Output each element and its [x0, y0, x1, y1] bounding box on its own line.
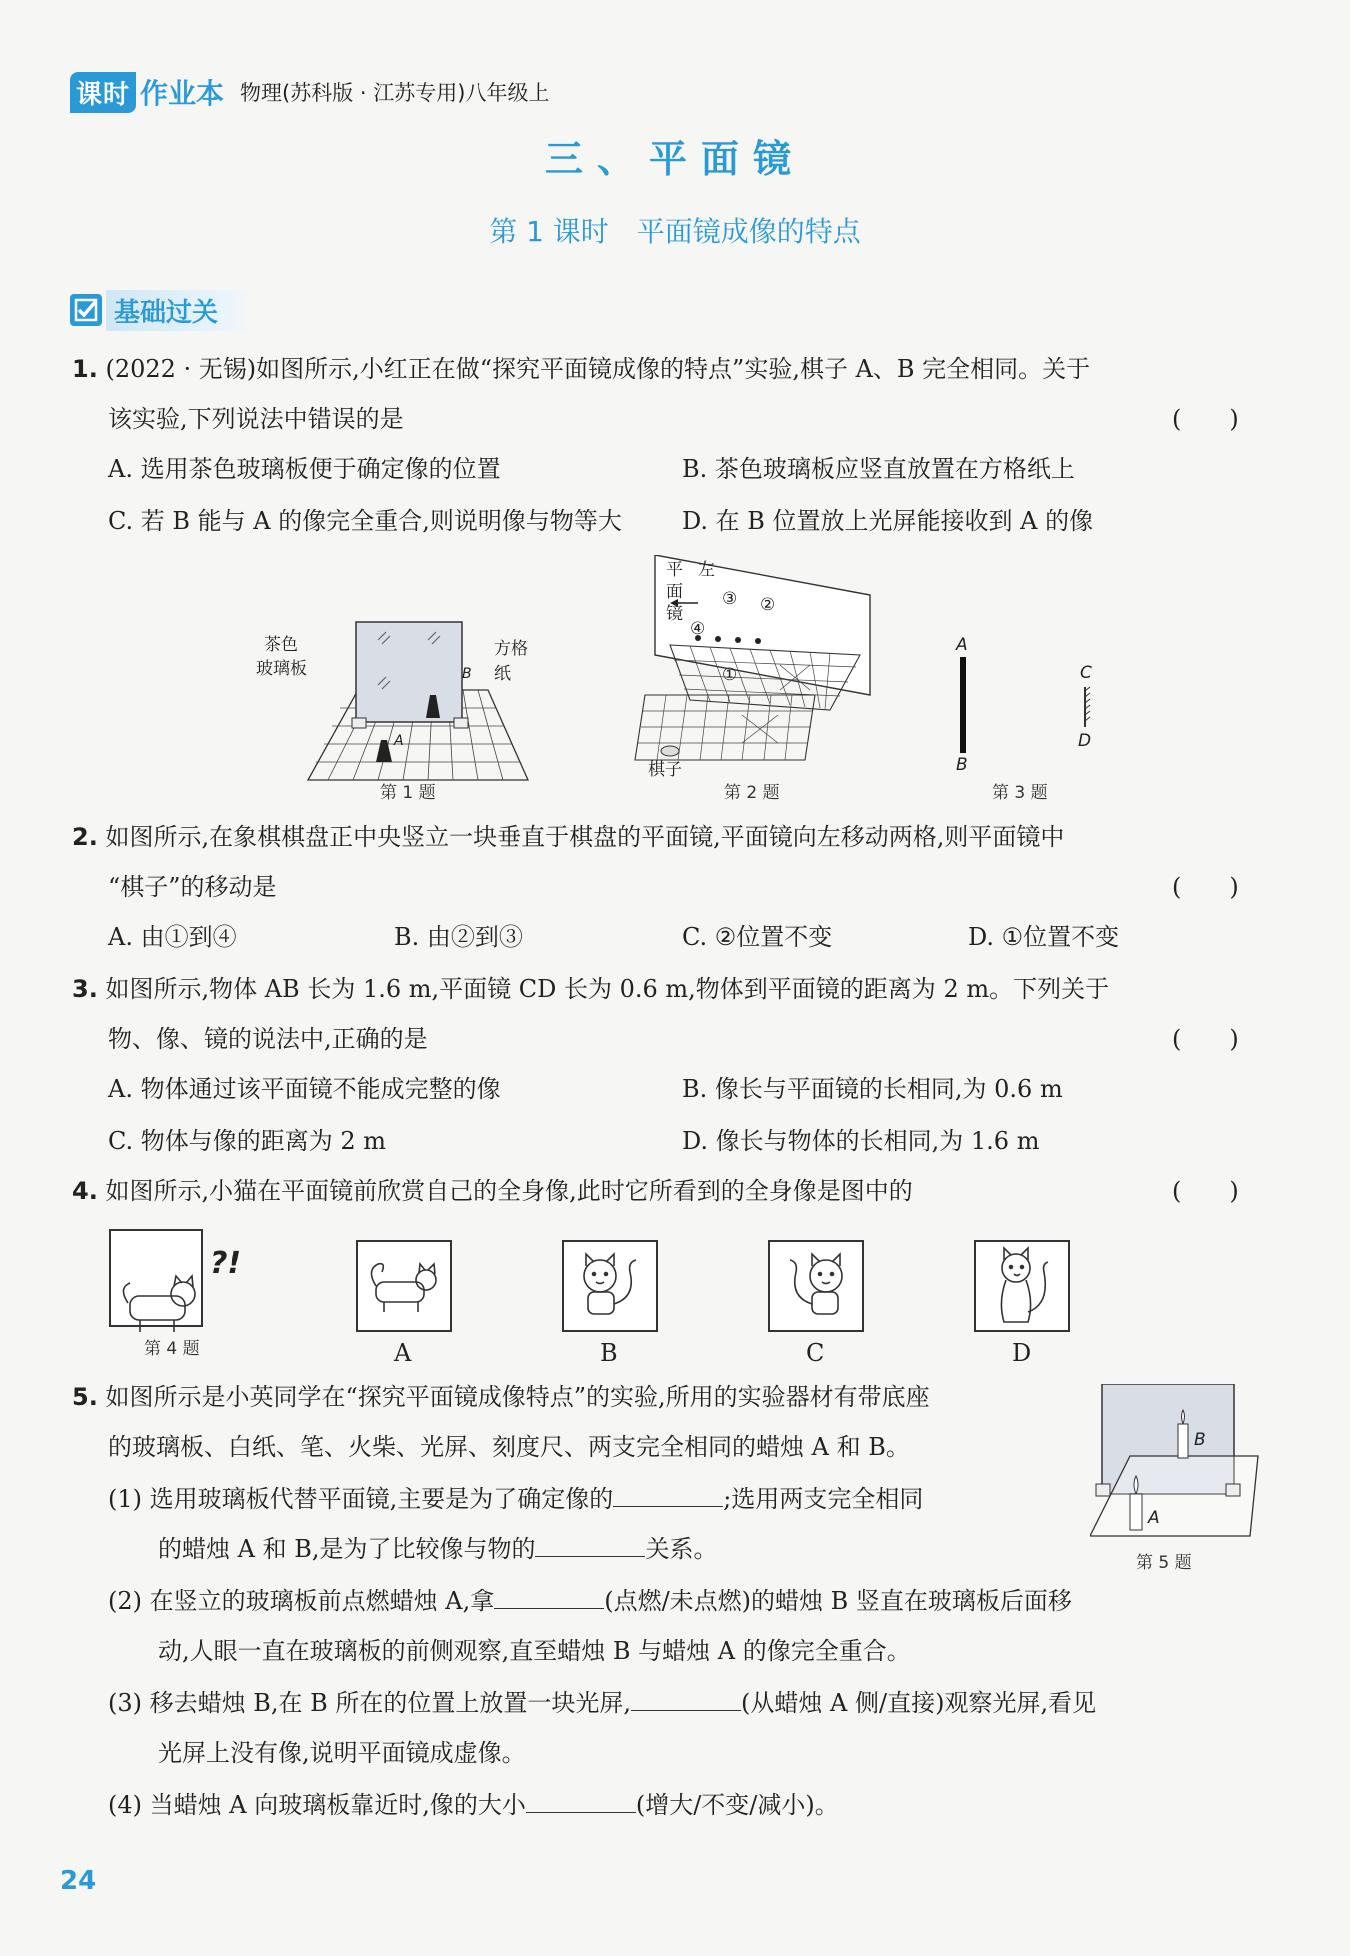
q1-stem-text1: (2022 · 无锡)如图所示,小红正在做“探究平面镜成像的特点”实验,棋子 A、B 完全相同。关于 [105, 355, 1091, 383]
q4-option-a-label: A [394, 1339, 412, 1367]
q5-part4-text-b: (增大/不变/减小)。 [635, 1791, 839, 1819]
book-logo-title: 作业本 [140, 77, 225, 110]
q5-part2-text-a: (2) 在竖立的玻璃板前点燃蜡烛 A,拿 [108, 1587, 495, 1615]
section-label: 基础过关 [106, 290, 252, 331]
q1-number: 1. [72, 355, 98, 383]
q5-stem-text1: 如图所示是小英同学在“探究平面镜成像特点”的实验,所用的实验器材有带底座 [105, 1383, 930, 1411]
fig3-label-d: D [1078, 731, 1092, 751]
q5-part3-text-a: (3) 移去蜡烛 B,在 B 所在的位置上放置一块光屏, [108, 1689, 632, 1717]
book-subject: 物理(苏科版 · 江苏专用)八年级上 [240, 81, 550, 105]
q5-part4-line1 [108, 1788, 839, 1822]
q3-option-c: C. 物体与像的距离为 2 m [108, 1127, 387, 1155]
section-heading [70, 290, 252, 330]
q2-stem-text1: 如图所示,在象棋棋盘正中央竖立一块垂直于棋盘的平面镜,平面镜向左移动两格,则平面镜中 [105, 823, 1065, 851]
q3-answer-paren[interactable]: ( ) [1172, 1025, 1239, 1053]
fig2-caption: 第 2 题 [724, 783, 780, 803]
q5-part1-text-d: 关系。 [645, 1535, 718, 1563]
q1-option-c: C. 若 B 能与 A 的像完全重合,则说明像与物等大 [108, 507, 622, 535]
q5-blank-5[interactable] [526, 1788, 636, 1813]
q3-option-b: B. 像长与平面镜的长相同,为 0.6 m [682, 1075, 1063, 1103]
fig5-caption: 第 5 题 [1136, 1553, 1192, 1573]
figure-3 [950, 635, 1110, 775]
q2-stem-line2: “棋子”的移动是 [108, 873, 277, 901]
q1-answer-paren[interactable]: ( ) [1172, 405, 1239, 433]
q5-part3-text-b: (从蜡烛 A 侧/直接)观察光屏,看见 [741, 1689, 1097, 1717]
fig1-caption: 第 1 题 [380, 783, 436, 803]
fig2-label-left: 左 [698, 560, 715, 580]
fig3-caption: 第 3 题 [992, 783, 1048, 803]
q1-option-d: D. 在 B 位置放上光屏能接收到 A 的像 [682, 507, 1094, 535]
q4-option-c-image[interactable] [768, 1240, 864, 1332]
q3-option-a: A. 物体通过该平面镜不能成完整的像 [108, 1075, 501, 1103]
q5-blank-3[interactable] [494, 1584, 604, 1609]
candle-glass-drawing [1090, 1384, 1260, 1544]
q2-answer-paren[interactable]: ( ) [1172, 873, 1239, 901]
q4-option-b-image[interactable] [562, 1240, 658, 1332]
q5-part1-text-c: 的蜡烛 A 和 B,是为了比较像与物的 [158, 1535, 536, 1563]
q5-part1-text-b: ;选用两支完全相同 [723, 1485, 924, 1513]
fig3-label-c: C [1080, 663, 1092, 683]
cat-front-left-tail-icon [564, 1242, 656, 1330]
book-logo: 课时 [70, 72, 136, 113]
q4-option-d-image[interactable] [974, 1240, 1070, 1332]
cat-front-right-tail-icon [770, 1242, 862, 1330]
fig3-label-a: A [956, 635, 968, 655]
q5-part1-line1 [108, 1482, 923, 1516]
q4-exclaim: ?! [210, 1246, 242, 1281]
page-number: 24 [60, 1866, 97, 1896]
fig1-label-a: A [394, 733, 404, 749]
q5-part3-line1 [108, 1686, 1096, 1720]
q1-option-b: B. 茶色玻璃板应竖直放置在方格纸上 [682, 455, 1075, 483]
q4-option-d-label: D [1012, 1339, 1032, 1367]
q5-blank-2[interactable] [535, 1532, 645, 1557]
fig2-pos-1: ① [722, 665, 738, 685]
figure-4 [108, 1228, 258, 1343]
fig3-label-b: B [956, 755, 968, 775]
cat-side-right-icon [358, 1242, 450, 1330]
q5-stem-line1 [72, 1380, 930, 1414]
fig5-label-b: B [1194, 1430, 1206, 1450]
q1-option-a: A. 选用茶色玻璃板便于确定像的位置 [108, 455, 501, 483]
q2-option-a: A. 由①到④ [108, 923, 237, 951]
q3-stem-text1: 如图所示,物体 AB 长为 1.6 m,平面镜 CD 长为 0.6 m,物体到平面镜的距离为 2 m。下列关于 [105, 975, 1110, 1003]
fig1-label-glass1: 茶色 [264, 635, 298, 655]
fig1-label-paper: 方格纸 [494, 639, 528, 684]
q5-part3-line2: 光屏上没有像,说明平面镜成虚像。 [158, 1739, 526, 1767]
q5-stem-line2: 的玻璃板、白纸、笔、火柴、光屏、刻度尺、两支完全相同的蜡烛 A 和 B。 [108, 1433, 910, 1461]
q5-blank-4[interactable] [631, 1686, 741, 1711]
q4-stem-line [72, 1174, 913, 1208]
lesson-title: 第 1 课时 平面镜成像的特点 [489, 215, 861, 248]
figure-2 [630, 555, 880, 780]
fig2-label-piece: 棋子 [648, 760, 682, 780]
q5-part2-text-b: (点燃/未点燃)的蜡烛 B 竖直在玻璃板后面移 [604, 1587, 1072, 1615]
q1-stem-line1 [72, 352, 1090, 386]
q5-part2-line2: 动,人眼一直在玻璃板的前侧观察,直至蜡烛 B 与蜡烛 A 的像完全重合。 [158, 1637, 911, 1665]
q4-stem-text: 如图所示,小猫在平面镜前欣赏自己的全身像,此时它所看到的全身像是图中的 [105, 1177, 913, 1205]
q5-part2-line1 [108, 1584, 1072, 1618]
fig2-label-mirror2: 面 [666, 582, 683, 602]
q4-number: 4. [72, 1177, 98, 1205]
q5-part4-text-a: (4) 当蜡烛 A 向玻璃板靠近时,像的大小 [108, 1791, 526, 1819]
q2-number: 2. [72, 823, 98, 851]
figure-3-drawing [950, 635, 1110, 775]
checkbox-icon [70, 294, 102, 326]
q5-blank-1[interactable] [613, 1482, 723, 1507]
q4-option-c-label: C [806, 1339, 825, 1367]
fig5-label-a: A [1148, 1508, 1160, 1528]
q3-stem-line1 [72, 972, 1109, 1006]
q2-stem-line1 [72, 820, 1064, 854]
fig2-label-mirror3: 镜 [666, 604, 683, 624]
fig2-pos-2: ② [760, 595, 776, 615]
q3-number: 3. [72, 975, 98, 1003]
q4-option-a-image[interactable] [356, 1240, 452, 1332]
q1-stem-line2: 该实验,下列说法中错误的是 [108, 405, 404, 433]
fig2-pos-3: ③ [722, 589, 738, 609]
fig1-label-b: B [462, 666, 472, 682]
q5-number: 5. [72, 1383, 98, 1411]
cat-sitting-icon [976, 1242, 1068, 1330]
q2-option-b: B. 由②到③ [394, 923, 523, 951]
fig4-caption: 第 4 题 [144, 1339, 200, 1359]
figure-5 [1090, 1384, 1260, 1544]
q2-option-d: D. ①位置不变 [968, 923, 1120, 951]
book-header [70, 72, 549, 112]
fig2-label-mirror1: 平 [666, 560, 683, 580]
q3-stem-line2: 物、像、镜的说法中,正确的是 [108, 1025, 428, 1053]
q3-option-d: D. 像长与物体的长相同,为 1.6 m [682, 1127, 1040, 1155]
fig1-label-glass2: 玻璃板 [256, 659, 307, 679]
q4-answer-paren[interactable]: ( ) [1172, 1177, 1239, 1205]
fig2-pos-4: ④ [690, 619, 706, 639]
q5-part1-line2 [158, 1532, 717, 1566]
q2-option-c: C. ②位置不变 [682, 923, 833, 951]
q4-option-b-label: B [600, 1339, 618, 1367]
q5-part1-text-a: (1) 选用玻璃板代替平面镜,主要是为了确定像的 [108, 1485, 614, 1513]
chapter-title: 三、平面镜 [544, 137, 805, 181]
